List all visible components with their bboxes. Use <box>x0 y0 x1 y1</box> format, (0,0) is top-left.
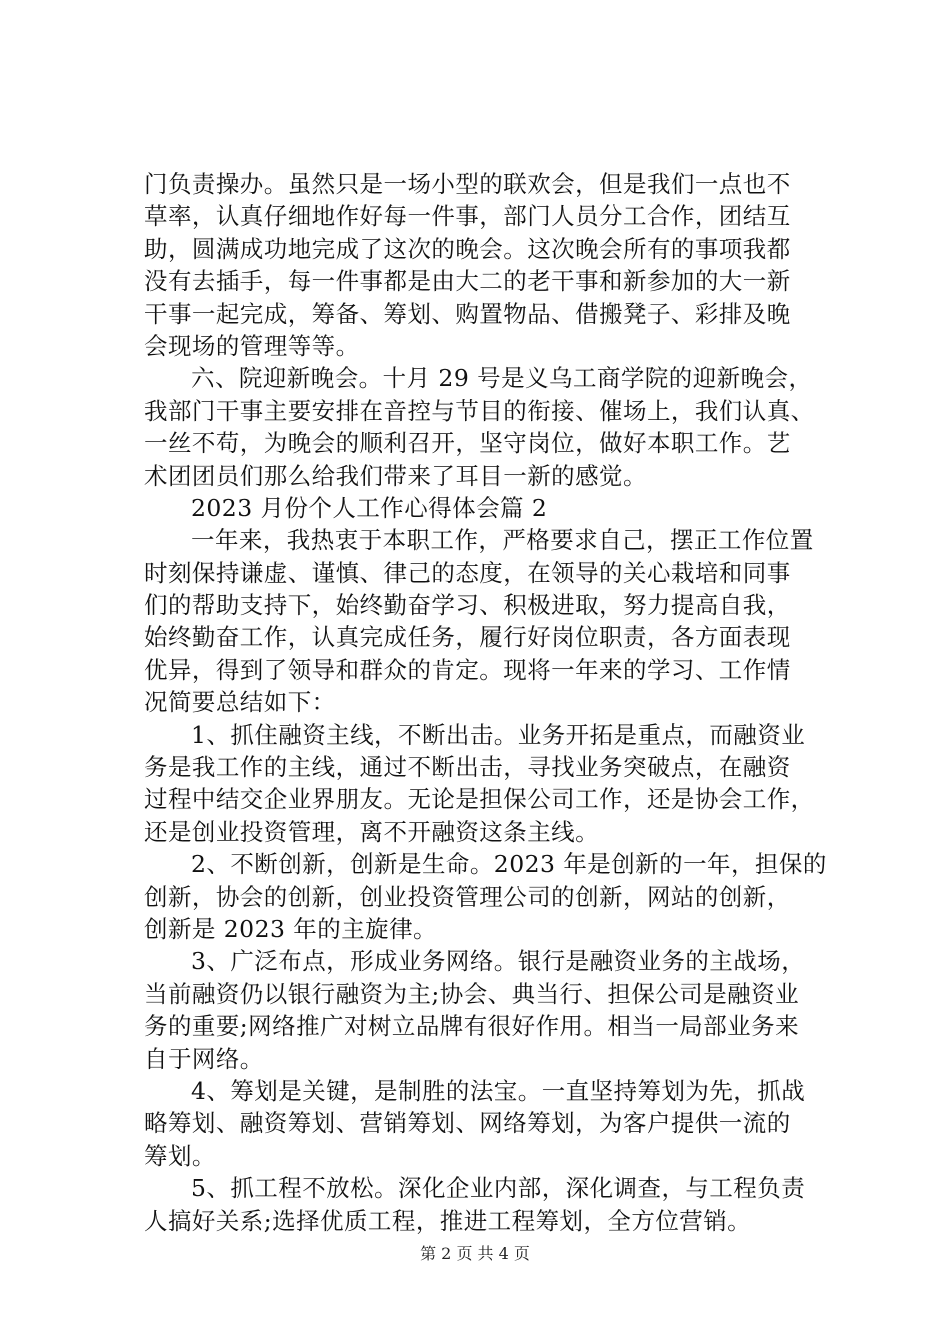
text-line: 况简要总结如下： <box>144 688 336 717</box>
text-line: 1、抓住融资主线，不断出击。业务开拓是重点，而融资业 <box>191 720 806 749</box>
text-line: 干事一起完成，筹备、筹划、购置物品、借搬凳子、彩排及晚 <box>144 299 791 328</box>
text-line: 创新，协会的创新，创业投资管理公司的创新，网站的创新， <box>144 882 791 911</box>
text-line: 助，圆满成功地完成了这次的晚会。这次晚会所有的事项我都 <box>144 234 791 263</box>
text-line: 会现场的管理等等。 <box>144 331 360 360</box>
text-line: 门负责操办。虽然只是一场小型的联欢会，但是我们一点也不 <box>144 170 791 198</box>
text-line: 我部门干事主要安排在音控与节目的衔接、催场上，我们认真、 <box>144 396 815 425</box>
text-line: 4、筹划是关键，是制胜的法宝。一直坚持筹划为先，抓战 <box>191 1076 806 1105</box>
text-line: 3、广泛布点，形成业务网络。银行是融资业务的主战场， <box>191 947 806 976</box>
text-line: 一年来，我热衷于本职工作，严格要求自己，摆正工作位置 <box>191 526 814 555</box>
text-line: 人搞好关系;选择优质工程，推进工程筹划，全方位营销。 <box>144 1206 752 1235</box>
text-line: 优异，得到了领导和群众的肯定。现将一年来的学习、工作情 <box>144 655 791 684</box>
text-line: 务是我工作的主线，通过不断出击，寻找业务突破点，在融资 <box>144 753 791 782</box>
text-line: 5、抓工程不放松。深化企业内部，深化调查，与工程负责 <box>191 1174 806 1203</box>
text-line: 略筹划、融资筹划、营销筹划、网络筹划，为客户提供一流的 <box>144 1109 791 1138</box>
text-line: 创新是 2023 年的主旋律。 <box>144 914 437 943</box>
text-line: 草率，认真仔细地作好每一件事，部门人员分工合作，团结互 <box>144 202 791 231</box>
body-text <box>144 168 834 1237</box>
text-line: 还是创业投资管理，离不开融资这条主线。 <box>144 817 600 846</box>
text-line: 当前融资仍以银行融资为主;协会、典当行、担保公司是融资业 <box>144 979 800 1008</box>
page-footer: 第 2 页 共 4 页 <box>420 1244 530 1263</box>
text-line: 们的帮助支持下，始终勤奋学习、积极进取，努力提高自我， <box>144 591 791 620</box>
text-line: 术团团员们那么给我们带来了耳目一新的感觉。 <box>144 461 647 490</box>
text-line: 自于网络。 <box>144 1044 264 1073</box>
text-line: 时刻保持谦虚、谨慎、律己的态度，在领导的关心栽培和同事 <box>144 558 791 587</box>
text-line: 2023 月份个人工作心得体会篇 2 <box>191 493 548 522</box>
text-line: 务的重要;网络推广对树立品牌有很好作用。相当一局部业务来 <box>144 1012 800 1041</box>
text-line: 2、不断创新，创新是生命。2023 年是创新的一年，担保的 <box>191 850 827 879</box>
text-line: 筹划。 <box>144 1141 216 1170</box>
text-line: 没有去插手，每一件事都是由大二的老干事和新参加的大一新 <box>144 267 791 296</box>
text-line: 始终勤奋工作，认真完成任务，履行好岗位职责，各方面表现 <box>144 623 791 652</box>
text-line: 过程中结交企业界朋友。无论是担保公司工作，还是协会工作， <box>144 785 815 814</box>
text-line: 一丝不苟，为晚会的顺利召开，坚守岗位，做好本职工作。艺 <box>144 429 791 458</box>
text-line: 六、院迎新晚会。十月 29 号是义乌工商学院的迎新晚会， <box>191 364 813 393</box>
